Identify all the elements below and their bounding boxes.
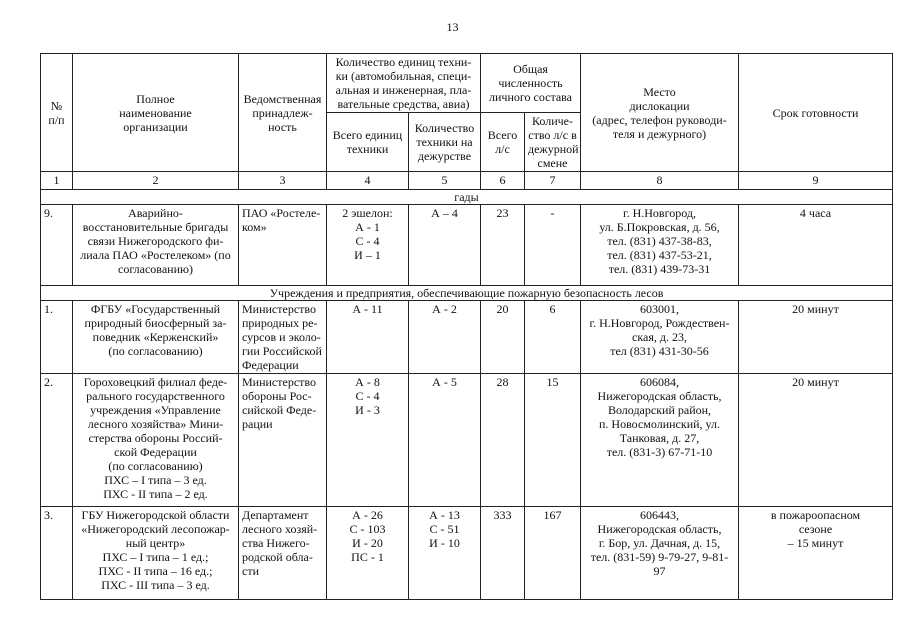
- department-cell: Министерство обороны Рос- сийской Феде- рации: [239, 374, 327, 507]
- column-number: 2: [73, 172, 239, 190]
- page-number: 13: [446, 20, 459, 34]
- staff-total-cell: 20: [481, 301, 525, 374]
- column-number: 4: [327, 172, 409, 190]
- section-title: Учреждения и предприятия, обеспечивающие пожарную безопасность лесов: [41, 286, 893, 301]
- row-number-cell: 1.: [41, 301, 73, 374]
- table-row: [41, 374, 893, 507]
- continuation-row: [41, 190, 893, 205]
- staff-duty-cell: -: [525, 205, 581, 286]
- column-number: 3: [239, 172, 327, 190]
- equipment-duty-cell: А - 13 С - 51 И - 10: [409, 507, 481, 600]
- table-row: [41, 301, 893, 374]
- staff-total-cell: 333: [481, 507, 525, 600]
- header-location: Место дислокации (адрес, телефон руководи- теля и дежурного): [581, 54, 739, 172]
- column-numbers-row: [41, 172, 893, 190]
- readiness-cell: 20 минут: [739, 374, 893, 507]
- section-title-row: [41, 286, 893, 301]
- header-department: Ведомственная принадлеж- ность: [239, 54, 327, 172]
- row-number-cell: 9.: [41, 205, 73, 286]
- equipment-total-cell: А - 11: [327, 301, 409, 374]
- equipment-total-cell: 2 эшелон: А - 1 С - 4 И – 1: [327, 205, 409, 286]
- header-organization: Полное наименование организации: [73, 54, 239, 172]
- equipment-total-cell: А - 8 С - 4 И - 3: [327, 374, 409, 507]
- column-number: 9: [739, 172, 893, 190]
- column-number: 6: [481, 172, 525, 190]
- equipment-duty-cell: А – 4: [409, 205, 481, 286]
- department-cell: Департамент лесного хозяй- ства Нижего- родской обла- сти: [239, 507, 327, 600]
- header-staff-group: Общая численность личного состава: [481, 54, 581, 113]
- column-number: 8: [581, 172, 739, 190]
- continuation-text: гады: [41, 190, 893, 205]
- staff-total-cell: 23: [481, 205, 525, 286]
- organization-cell: Аварийно- восстановительные бригады связи Нижегородского фи- лиала ПАО «Ростелеком» (по согласованию): [73, 205, 239, 286]
- readiness-cell: в пожароопасном сезоне – 15 минут: [739, 507, 893, 600]
- column-number: 1: [41, 172, 73, 190]
- header-staff-duty: Количе- ство л/с в дежурной смене: [525, 113, 581, 172]
- header-staff-total: Всего л/с: [481, 113, 525, 172]
- column-number: 5: [409, 172, 481, 190]
- header-readiness: Срок готовности: [739, 54, 893, 172]
- staff-total-cell: 28: [481, 374, 525, 507]
- forces-table: [40, 53, 893, 600]
- organization-cell: ФГБУ «Государственный природный биосферный за- поведник «Керженский» (по согласованию): [73, 301, 239, 374]
- equipment-duty-cell: А - 5: [409, 374, 481, 507]
- equipment-total-cell: А - 26 С - 103 И - 20 ПС - 1: [327, 507, 409, 600]
- readiness-cell: 20 минут: [739, 301, 893, 374]
- equipment-duty-cell: А - 2: [409, 301, 481, 374]
- header-row-1: [41, 54, 893, 113]
- staff-duty-cell: 167: [525, 507, 581, 600]
- header-equipment-group: Количество единиц техни- ки (автомобильная, специ- альная и инженерная, пла- вательные средства, авиа): [327, 54, 481, 113]
- staff-duty-cell: 6: [525, 301, 581, 374]
- organization-cell: ГБУ Нижегородской области «Нижегородский лесопожар- ный центр» ПХС – I типа – 1 ед.; ПХС - II типа – 16 ед.; ПХС - III типа – 3 ед.: [73, 507, 239, 600]
- location-cell: 603001, г. Н.Новгород, Рождествен- ская, д. 23, тел (831) 431-30-56: [581, 301, 739, 374]
- department-cell: ПАО «Ростеле- ком»: [239, 205, 327, 286]
- location-cell: 606443, Нижегородская область, г. Бор, ул. Дачная, д. 15, тел. (831-59) 9-79-27, 9-81- 97: [581, 507, 739, 600]
- column-number: 7: [525, 172, 581, 190]
- header-equipment-duty: Количество техники на дежурстве: [409, 113, 481, 172]
- department-cell: Министерство природных ре- сурсов и эколо- гии Российской Федерации: [239, 301, 327, 374]
- header-num: № п/п: [41, 54, 73, 172]
- readiness-cell: 4 часа: [739, 205, 893, 286]
- organization-cell: Гороховецкий филиал феде- рального государственного учреждения «Управление лесного хозяйства» Мини- стерства обороны Россий- ской Федерации (по согласованию) ПХС – I типа – 3 ед. ПХС - II типа – 2 ед.: [73, 374, 239, 507]
- header-equipment-total: Всего единиц техники: [327, 113, 409, 172]
- row-number-cell: 2.: [41, 374, 73, 507]
- location-cell: 606084, Нижегородская область, Володарский район, п. Новосмолинский, ул. Танковая, д. 27, тел. (831-3) 67-71-10: [581, 374, 739, 507]
- table-row: [41, 205, 893, 286]
- staff-duty-cell: 15: [525, 374, 581, 507]
- table-row: [41, 507, 893, 600]
- location-cell: г. Н.Новгород, ул. Б.Покровская, д. 56, тел. (831) 437-38-83, тел. (831) 437-53-21, тел. (831) 439-73-31: [581, 205, 739, 286]
- row-number-cell: 3.: [41, 507, 73, 600]
